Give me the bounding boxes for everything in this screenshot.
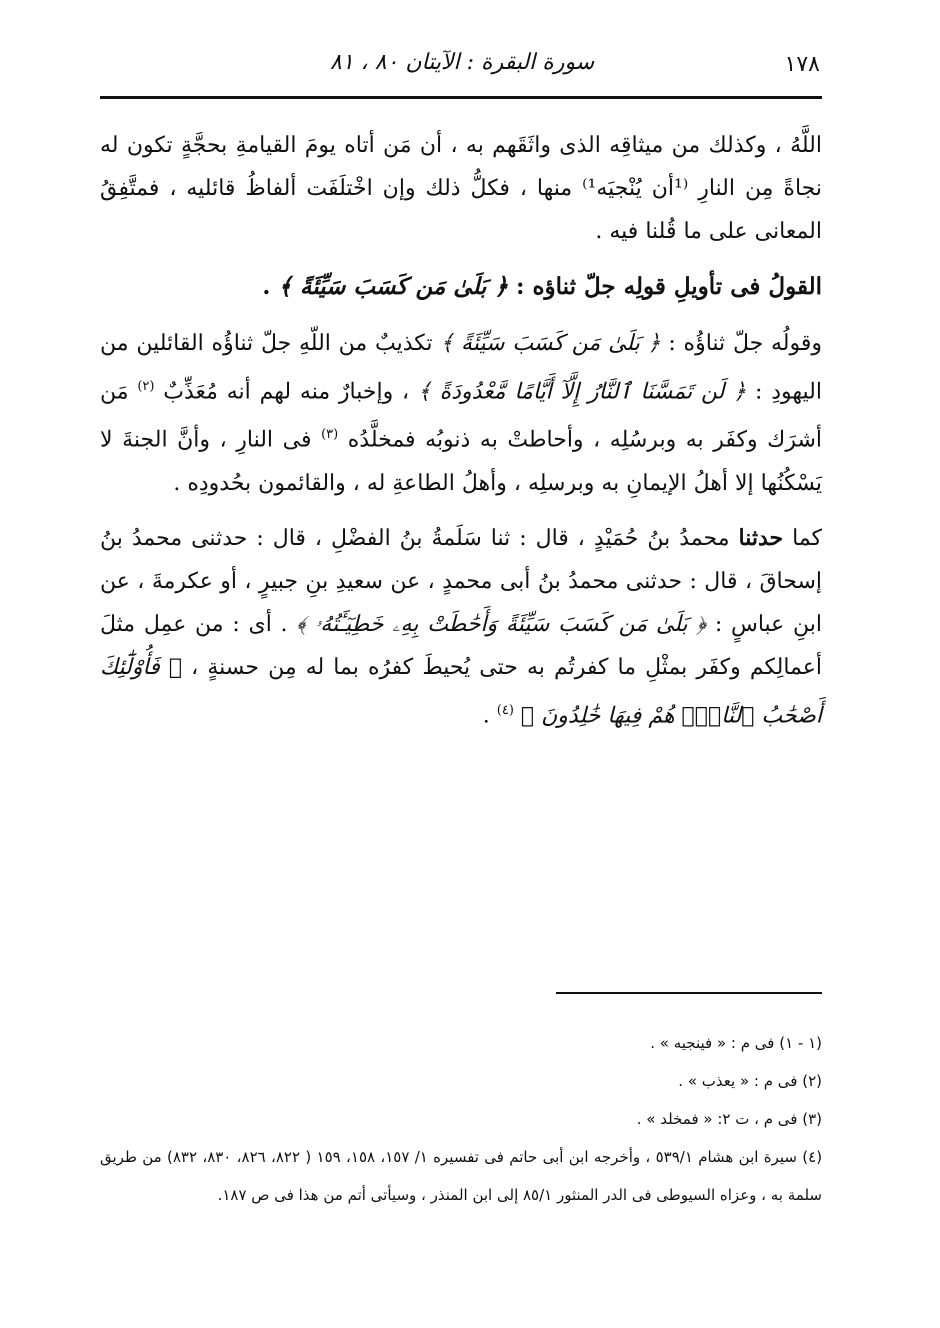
paragraph-1: اللَّهُ ، وكذلك من ميثاقِه الذى واثَقَهم به ، أن مَن أتاه يومَ القيامةِ بحجَّةٍ تكون له نجاةً مِن النارِ ⁽¹أن يُنْجيَه¹⁾ منها ، فكلُّ ذلك وإن اخْتلَفَت ألفاظُ قائليه ، فمتَّفِقُ المعانى على ما قُلنا فيه .	[100, 133, 822, 244]
heading-quran-quote: ﴿ بَلَىٰ مَن كَسَبَ سَيِّئَةً ﴾	[278, 273, 508, 300]
paragraph-2	[100, 322, 822, 505]
text-span: ، وإخبارٌ منه لهم أنه مُعَذِّبٌ	[163, 379, 410, 405]
page-number: ١٧٨	[784, 52, 820, 77]
quran-quote: ﴿ لَن تَمَسَّنَا ٱلنَّارُ إِلَّآ أَيَّامًا مَّعْدُودَةً ﴾	[417, 379, 747, 405]
heading-text: القولُ فى تأويلِ قولِه جلّ ثناؤه :	[515, 273, 822, 300]
text-span: مَن أشرَك وكفَر به وبرسُلِه ، وأحاطتْ به ذنوبُه فمخلَّدُه	[100, 379, 822, 453]
heading-end: .	[262, 273, 271, 300]
hadith-marker: حدثنا	[738, 524, 784, 551]
footnote: (١ - ١) فى م : « فينجيه » .	[650, 1034, 822, 1052]
footnote-marker: (٤)	[496, 702, 514, 718]
text-span: وقولُه جلّ ثناؤُه :	[660, 331, 823, 356]
text-span: فى النارِ ، وأنَّ الجنةَ لا يَسْكُنُها إلا أهلُ الإيمانِ به وبرسلِه ، وأهلُ الطاعةِ له ، والقائمون بحُدودِه .	[100, 427, 822, 496]
footnote: (٢) فى م : « يعذب » .	[678, 1072, 822, 1090]
footnote: (٣) فى م ، ت ٢: « فمخلد » .	[636, 1110, 822, 1128]
quran-quote: ﴿ بَلَىٰ مَن كَسَبَ سَيِّئَةً ﴾	[440, 331, 661, 356]
paragraph-3	[100, 517, 822, 737]
page-header	[100, 44, 820, 88]
footnote-marker: (٣)	[321, 427, 339, 443]
quran-quote: ﴿ فَأُوْلَٰٓئِكَ أَصْحَٰبُ ٱلنَّارِۖ هُمْ فِيهَا خَٰلِدُونَ ﴾	[100, 654, 822, 728]
header-rule	[100, 96, 822, 99]
section-heading	[100, 265, 822, 308]
text-span: . أى : من عمِل مثلَ أعمالِكم وكفَر بمثْلِ ما كفرتُم به حتى يُحيطَ كفرُه بما له مِن حسنةٍ ،	[100, 611, 823, 680]
footnote: (٤) سيرة ابن هشام ٥٣٩/١ ، وأخرجه ابن أبى حاتم فى تفسيره ١/ ١٥٧، ١٥٨، ١٥٩ ( ٨٢٢، ٨٢٦، ٨٣٠، ٨٣٢) من طريق سلمة به ، وعزاه السيوطى فى الدر المنثور ٨٥/١ إلى ابن المنذر ، وسيأتى أتم من هذا فى ص ١٨٧.	[100, 1148, 823, 1204]
text-span: كما	[783, 525, 823, 551]
text-span: تكذيبٌ من اللّهِ جلّ ثناؤُه القائلين من اليهودِ :	[100, 331, 822, 405]
main-text	[100, 124, 822, 749]
text-span: محمدُ بنُ حُمَيْدٍ ، قال : ثنا سَلَمةُ بنُ الفضْلِ ، قال : حدثنى محمدُ بنُ إسحاقَ ، قال : حدثنى محمدُ بنُ أبى محمدٍ ، عن سعيدِ بنِ جبيرٍ ، أو عكرمةَ ، عن ابنِ عباسٍ :	[100, 525, 823, 637]
footnote-marker: (٢)	[137, 379, 155, 394]
footnote-rule	[556, 992, 822, 994]
text-span: .	[482, 702, 490, 728]
quran-quote: ﴿ بَلَىٰ مَن كَسَبَ سَيِّئَةً وَأَحَٰطَتْ بِهِۦ خَطِيٓـَٔتُهُۥ ﴾	[296, 611, 707, 637]
running-title: سورة البقرة : الآيتان ٨٠ ، ٨١	[330, 50, 595, 75]
footnotes	[100, 1024, 822, 1214]
